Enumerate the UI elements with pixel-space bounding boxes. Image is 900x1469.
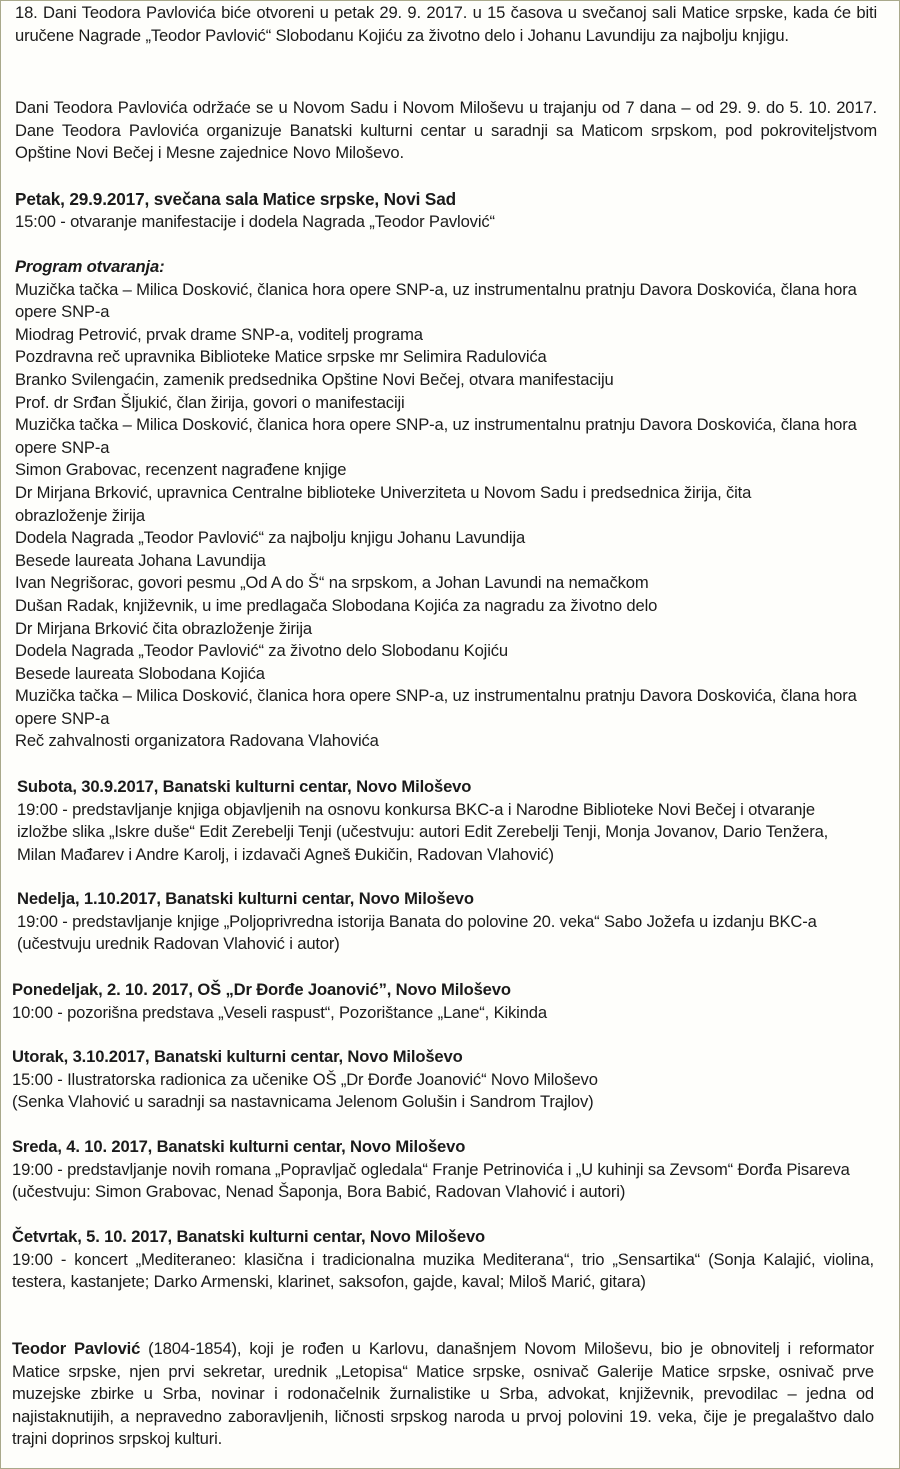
- day-event-text: 19:00 - predstavljanje knjiga objavljenih na osnovu konkursa BKC-a i Narodne Biblioteke Novi Bečej i otvaranje izložbe slika „Iskre duše“ Edit Zerebelji Tenji (učestvuju: autori Edit Zerebelji Tenji, Monja Jovanov, Dario Tenžera, Milan Mađarev i Andre Karolj, i izdavači Agneš Đukičin, Radovan Vlahović): [17, 799, 829, 864]
- intro-paragraph-2: Dani Teodora Pavlovića održaće se u Novom Sadu i Novom Miloševu u trajanju od 7 dana – od 29. 9. do 5. 10. 2017. Dane Teodora Pavlovića organizuje Banatski kulturni centar u saradnji sa Maticom srpskom, pod pokroviteljstvom Opštine Novi Bečej i Mesne zajednice Novo Miloševo.: [15, 98, 877, 163]
- program-item: Dodela Nagrada „Teodor Pavlović“ za najbolju knjigu Johanu Lavundija: [15, 528, 526, 548]
- day-section-tuesday: [12, 1046, 882, 1114]
- day-section-sunday: [17, 888, 857, 956]
- program-item: Branko Svilengaćin, zamenik predsednika Opštine Novi Bečej, otvara manifestaciju: [15, 369, 614, 389]
- day-heading: Četvrtak, 5. 10. 2017, Banatski kulturni centar, Novo Miloševo: [12, 1227, 486, 1246]
- program-item: Reč zahvalnosti organizatora Radovana Vlahovića: [15, 731, 379, 751]
- day-heading: Subota, 30.9.2017, Banatski kulturni centar, Novo Miloševo: [17, 777, 472, 796]
- program-heading: Program otvaranja:: [15, 257, 165, 276]
- day-section-thursday: [12, 1226, 874, 1294]
- program-item: Dodela Nagrada „Teodor Pavlović“ za životno delo Slobodanu Kojiću: [15, 641, 508, 661]
- program-item: Muzička tačka – Milica Dosković, članica hora opere SNP-a, uz instrumentalnu pratnju Davora Doskovića, člana hora opere SNP-a: [15, 279, 857, 322]
- day-section-monday: [12, 979, 882, 1024]
- program-item: Besede laureata Johana Lavundija: [15, 550, 266, 570]
- day-heading: Ponedeljak, 2. 10. 2017, OŠ „Dr Đorđe Joanović”, Novo Miloševo: [12, 980, 511, 999]
- program-item: Muzička tačka – Milica Dosković, članica hora opere SNP-a, uz instrumentalnu pratnju Davora Doskovića, člana hora opere SNP-a: [15, 686, 857, 728]
- day-heading: Utorak, 3.10.2017, Banatski kulturni centar, Novo Miloševo: [12, 1047, 463, 1066]
- day-heading: Sreda, 4. 10. 2017, Banatski kulturni centar, Novo Miloševo: [12, 1137, 466, 1156]
- program-item: Besede laureata Slobodana Kojića: [15, 663, 265, 683]
- program-item: Miodrag Petrović, prvak drame SNP-a, voditelj programa: [15, 324, 423, 344]
- day-event-text-2: (Senka Vlahović u saradnji sa nastavnicama Jelenom Golušin i Sandrom Trajlov): [12, 1092, 594, 1112]
- day-event-text: 15:00 - Ilustratorska radionica za učenike OŠ „Dr Đorđe Joanović“ Novo Miloševo: [12, 1069, 598, 1089]
- day-event-line: 15:00 - otvaranje manifestacije i dodela Nagrada „Teodor Pavlović“: [15, 211, 495, 231]
- program-item: Ivan Negrišorac, govori pesmu „Od A do Š“ na srpskom, a Johan Lavundi na nemačkom: [15, 573, 649, 593]
- day-section-friday: [15, 188, 885, 233]
- program-item: Dr Mirjana Brković, upravnica Centralne biblioteke Univerziteta u Novom Sadu i predsednica žirija, čita obrazloženje žirija: [15, 482, 752, 525]
- opening-program: [15, 256, 877, 753]
- day-section-saturday: [17, 776, 837, 866]
- biography-paragraph: [12, 1338, 874, 1451]
- program-item: Pozdravna reč upravnika Biblioteke Matice srpske mr Selimira Radulovića: [15, 347, 547, 367]
- day-event-text: 10:00 - pozorišna predstava „Veseli raspust“, Pozorištance „Lane“, Kikinda: [12, 1002, 547, 1022]
- day-heading: Nedelja, 1.10.2017, Banatski kulturni centar, Novo Miloševo: [17, 889, 474, 908]
- program-item: Dušan Radak, književnik, u ime predlagača Slobodana Kojića za nagradu za životno delo: [15, 595, 658, 615]
- day-heading: Petak, 29.9.2017, svečana sala Matice srpske, Novi Sad: [15, 189, 456, 209]
- program-item: Dr Mirjana Brković čita obrazloženje žirija: [15, 618, 312, 638]
- program-item: Simon Grabovac, recenzent nagrađene knjige: [15, 460, 347, 480]
- intro-paragraph-1: 18. Dani Teodora Pavlovića biće otvoreni u petak 29. 9. 2017. u 15 časova u svečanoj sali Matice srpske, kada će biti uručene Nagrade „Teodor Pavlović“ Slobodanu Kojiću za životno delo i Johanu Lavundiju za najbolju knjigu.: [15, 3, 877, 45]
- program-item: Prof. dr Srđan Šljukić, član žirija, govori o manifestaciji: [15, 392, 405, 412]
- bio-name: Teodor Pavlović: [12, 1339, 141, 1358]
- day-event-text: 19:00 - predstavljanje novih romana „Popravljač ogledala“ Franje Petrinovića i „U kuhinji sa Zevsom“ Đorđa Pisareva (učestvuju: Simon Grabovac, Nenad Šaponja, Bora Babić, Radovan Vlahović i autori): [12, 1159, 850, 1202]
- bio-text: (1804-1854), koji je rođen u Karlovu, današnjem Novom Miloševu, bio je obnovitelj i reformator Matice srpske, njen prvi sekretar, urednik „Letopisa“ Matice srpske, osnivač Galerije Matice srpske, osnivač prve muzejske zbirke u Srba, novinar i rodonačelnik žurnalistike u Srba, advokat, književnik, prevodilac – jedna od najistaknutijih, a nepravedno zaboravljenih, ličnosti srpskog naroda u prvoj polovini 19. veka, čije je pregalaštvo dalo trajni doprinos srpskoj kulturi.: [12, 1339, 874, 1449]
- day-event-text: 19:00 - koncert „Mediteraneo: klasična i tradicionalna muzika Mediterana“, trio „Sensartika“ (Sonja Kalajić, violina, testera, kastanjete; Darko Armenski, klarinet, saksofon, gajde, kaval; Miloš Marić, gitara): [12, 1249, 874, 1292]
- day-section-wednesday: [12, 1136, 872, 1204]
- program-item: Muzička tačka – Milica Dosković, članica hora opere SNP-a, uz instrumentalnu pratnju Davora Doskovića, člana hora opere SNP-a: [15, 415, 857, 457]
- day-event-text: 19:00 - predstavljanje knjige „Poljoprivredna istorija Banata do polovine 20. veka“ Sabo Jožefa u izdanju BKC-a (učestvuju urednik Radovan Vlahović i autor): [17, 911, 817, 954]
